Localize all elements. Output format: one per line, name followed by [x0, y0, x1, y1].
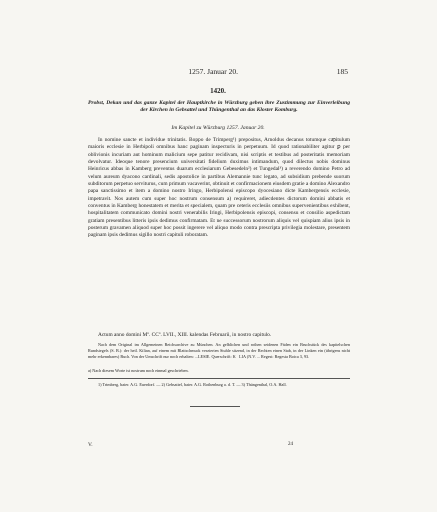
- signature-mark-left: V.: [88, 442, 93, 448]
- charter-paragraph: In nomine sancte et individue trinitatis. Boppo de Trimperg¹) prepositus, Arnoldus decanus totumque ca͞pitulum maioris ecclesie in Herbipoli omnibus hanc paginam inspecturis in perpetuum. Id quod rationabiliter agitur ꝑ per oblivionis incuriam aut hominum malicium sepe patitur recidivam, nisi scriptis et testibus ad posteritatis memoriam devolvatur. Ideoque tenore presencium universitati fidelium duximus intimandum, quod dilectus nobis dominus Heinricus abbas in Kamberg preventus duarum ecclesiarum Gebesedeln²) et Tungedal³) a reverendo domino Petro ad velum aureum dyacono cardinali, sedis apostolice in partibus Alemannie tunc legato, ad subsidium prebende suorum subditorum perpetuo serviturus, cum primum vacaverint, obtinuit et confirmacionem eiusdem gratie a domino Alexandro papa sanctissimo et item a domino nostro Iringo, Herbipolensi episcopo dyocesiano dicte Kambergensis ecclesie, impetravit. Nos autem cum super hoc nostrum consensum a) requireret, adiecdentes dictorum domini abbatis et conventus in Kamberg honestatem et merita et specialem, quam pre ceteris ecclesiis omnibus supervenientibus exhibent, hospitalitatem communicato domini nostri venerabilis Iringi, Herbipolensis episcopi, consensu et consilio aspedictam gratiam presentibus litteris ipsis dedimus confirmatam. Et ne successorum nostrorum aliquis vel quispiam alius ipsis in posterum gravamen aliquod super hoc possit ingerere vel aliquo modo contra prescripta privilegia molestare, presentem paginam ipsis dedimus sigillo nostri capituli roboratam.: [88, 137, 350, 239]
- footnotes-text: 1) Trimberg, baier. A.G. Euerdorf. — 2) Gebsattel, baier. A.G. Rothenburg a. d. T. — 3) Thüngenthal, O.A. Hall.: [98, 382, 287, 387]
- footnotes: [88, 382, 350, 388]
- page-number: 185: [336, 67, 348, 76]
- charter-text: [88, 137, 350, 240]
- short-divider: [190, 406, 240, 407]
- source-note-text: Nach dem Original im Allgemeinen Reichsarchive zu München. An gelblichen und rothen seidenen Fäden ein Bruchstück des kapitelschen Rundsiegels (S. B.): der heil. Kilian, auf einem mit Blattschmuck verzierten Stuhle sitzend, in der Rechten einen Stab, in der Linken ein (übrigens nicht mehr erkennbares) Buch. Von der Umschrift nur noch erhalten: ...LESIE. Querschrift: K⃝LIA (N.V. ... Regest: Regesta Boica 3, 93.: [88, 342, 350, 359]
- dating-line: Im Kapitel zu Würzburg 1257. Januar 20.: [171, 125, 265, 131]
- variant-note: a) Nach diesem Worte ist nostrum noch einmal geschrieben.: [88, 368, 189, 373]
- running-head-date: 1257. Januar 20.: [188, 67, 238, 76]
- regest-summary: Probst, Dekan und das ganze Kapitel der Hauptkirche in Würzburg geben ihre Zustimmung zur Einverleibung der Kirchen in Gebsattel und Thüngenthal an das Kloster Komburg.: [88, 100, 350, 114]
- source-note: [88, 342, 350, 360]
- actum-line: Actum anno domini Mº. CCº. LVII., XIII. kalendas Februarii, in nostro capitulo.: [98, 332, 272, 338]
- document-number: 1420.: [210, 87, 226, 95]
- signature-mark-right: 24: [288, 442, 293, 447]
- footnote-divider: [88, 378, 350, 379]
